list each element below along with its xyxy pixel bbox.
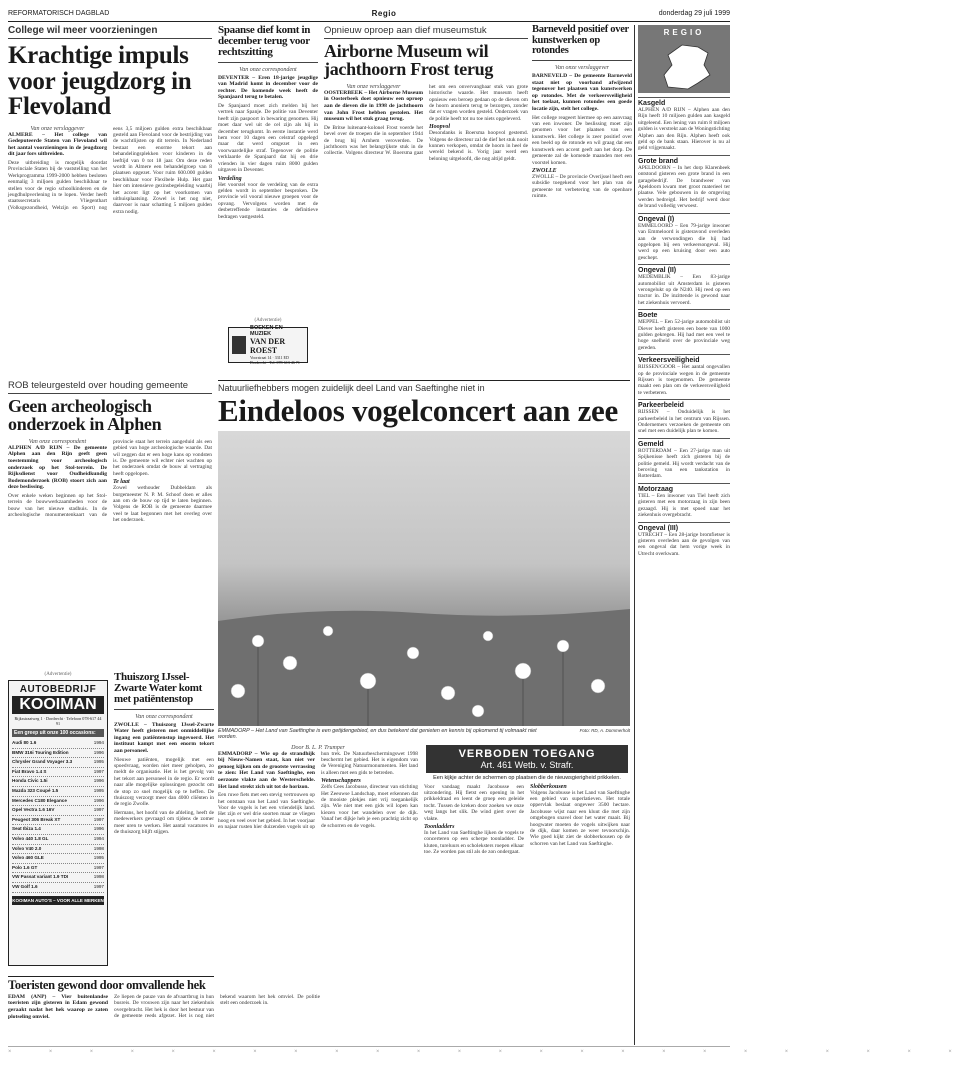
- photo-caption: EMMADORP – Het Land van Saeftinghe is een getijdengebied, en dus betekent dat genieten en kennis bij opkomend tij volmaakt niet worden.: [218, 727, 537, 740]
- article-body-2: Het voorstel voor de verdeling van de extra gelden wordt in september besproken. De provincie wil vooral nieuwe groepen voor de opvang. Vervolgens worden met de desbetreffende instanties de definitieve bedragen vastgesteld.: [218, 181, 318, 220]
- car-row: [12, 739, 104, 749]
- article-body-5: Volgens Jacobusse is het Land van Saeftinghe een gebied van superlatieven. Het totale oppervlak beslaat ongeveer 3500 hectare. Jacobusse wijst naar een kluut die met zijn omgebogen snavel door het water maait. Bij hoogwater moeten de vogels uitwijken naar de dijk, daar komen ze weer tevoorschijn. Wie goed kijkt ziet de slobberkousen op de schorren van het Land van Saeftinghe.: [530, 789, 630, 847]
- article-barneveld: [532, 25, 632, 375]
- car-row: [12, 787, 104, 797]
- car-year: 1997: [93, 816, 104, 822]
- article-headline: Thuiszorg IJssel-Zwarte Water komt met patiëntenstop: [114, 672, 214, 710]
- saeftinghe-photo: [218, 431, 630, 726]
- regio-item: [638, 354, 730, 396]
- regio-item: [638, 522, 730, 558]
- regio-item: [638, 155, 730, 210]
- article-saeftinghe: [218, 380, 630, 1030]
- article-byline: Van onze correspondent: [239, 66, 297, 73]
- article-columns-left: [218, 751, 418, 1019]
- regio-item: [638, 483, 730, 519]
- book-logo-icon: [232, 336, 246, 354]
- article-headline: Toeristen gewond door omvallende hek: [8, 976, 214, 992]
- section-name: Regio: [371, 9, 397, 18]
- article-kicker: College wil meer voorzieningen: [8, 25, 212, 39]
- regio-list: [638, 97, 730, 557]
- car-name: Opel Vectra 1.6 16V: [12, 807, 55, 813]
- article-lead: ALMERE – Het college van Gedeputeerde Staten van Flevoland wil het aantal voorzieningen in de jeugdzorg dit jaar fors uitbreiden.: [8, 131, 107, 158]
- article-subhead: Hoopvol: [429, 124, 450, 131]
- ad-address: Voorstraat 14 · 3311 ED Dordrecht · Tel. 078-613 46 71: [250, 355, 300, 365]
- article-lead: ALPHEN A/D RIJN – De gemeente Alphen aan den Rijn geeft geen toestemming voor archeologisch onderzoek op het Stol-terrein. De Rijksdienst voor Oudheidkundig Bodemonderzoek (ROB) stoort zich aan deze beslissing.: [8, 444, 107, 491]
- regio-sidebar: [638, 25, 730, 1045]
- car-year: 1995: [93, 787, 104, 793]
- regio-item-text: ROTTERDAM – Een 27-jarige man uit Spijkenisse heeft zich gisteren bij de politie gemeld. Hij wordt verdacht van de beroving van een tankstation in Rotterdam.: [638, 447, 730, 480]
- article-body: Nieuwe patiënten, mogelijk met een spoedvraag, worden niet meer geholpen, zo meldt de organisatie. Het is het gevolg van het tekort aan personeel in de regio. Er wordt naar alle mogelijke oplossingen gezocht om de stop zo snel mogelijk op te heffen. De thuiszorg verzorgt meer dan 4000 cliënten in de regio Zwolle.: [114, 756, 214, 808]
- article-subhead: ZWOLLE: [532, 167, 557, 174]
- car-year: 1996: [93, 778, 104, 784]
- car-year: 1995: [93, 855, 104, 861]
- ad-autobedrijf: [8, 672, 108, 972]
- newspaper-name: REFORMATORISCH DAGBLAD: [8, 10, 110, 17]
- ad-title: BOEKEN EN MUZIEK: [250, 325, 283, 337]
- column-rule: [634, 25, 635, 1045]
- sign-line-2: Art. 461 Wetb. v. Strafr.: [480, 759, 574, 770]
- car-name: Chrysler Grand Voyager 3.3: [12, 759, 73, 765]
- regio-item: [638, 97, 730, 152]
- article-headline: Geen archeologisch onderzoek in Alphen: [8, 396, 162, 435]
- article-jeugdzorg: [8, 25, 212, 375]
- regio-item-text: MEDEMBLIK – Een 83-jarige automobilist uit Amsterdam is gisteren verongelukt op de N240. Hij reed op een tractor in. De inzittende is gewond naar het ziekenhuis vervoerd.: [638, 274, 730, 306]
- article-headline: Krachtige impuls voor jeugdzorg in Flevoland: [8, 42, 192, 120]
- article-byline: Van onze verslaggever: [346, 83, 401, 90]
- article-byline: Van onze correspondent: [28, 438, 87, 445]
- car-name: Volvo 440 1.8 GL: [12, 835, 49, 841]
- car-name: Audi 80 1.6: [12, 740, 37, 745]
- photo-caption-row: [218, 728, 630, 740]
- regio-item: [638, 438, 730, 480]
- regio-item-title: Boete: [638, 309, 730, 319]
- car-row: [12, 758, 104, 768]
- article-columns: [8, 993, 320, 1032]
- car-row: [12, 825, 104, 835]
- article-byline: Door B. L. P. Trumper: [291, 744, 345, 751]
- ad-label: (Advertentie): [44, 672, 72, 677]
- regio-item-text: RIJSSEN/GOOR – Het aantal ongevallen op de provinciale wegen in de gemeente Rijssen is toegenomen. De gemeente maakt een plan om de verkeersveiligheid te verbeteren.: [638, 364, 730, 396]
- sign-line-1: VERBODEN TOEGANG: [458, 747, 596, 760]
- article-byline: Van onze correspondent: [135, 713, 193, 720]
- article-body: Een ruwe fiets met een stevig vertrouwen op het ontstaan van het Land van Saeftinghe. Voor de vogels is het een vriendelijk land. Het zijn er wel drie soorten maar ze vliegen hoog en veel over het gebied. In het voorjaar en najaar rusten hier duizenden vogels uit op hun trek. De Natuurbeschermingswet 1998 beschermt het gebied. Het is eigendom van de Vereniging Natuurmonumenten. Het land is alleen met een gids te betreden.: [218, 750, 418, 831]
- article-kicker: ROB teleurgesteld over houding gemeente: [8, 380, 212, 394]
- regio-item-text: RIJSSEN – Onduidelijk is het parkeerbeleid in het centrum van Rijssen. Ondernemers verzoeken de gemeente om snel met een duidelijk plan te komen.: [638, 409, 730, 435]
- regio-item-title: Kasgeld: [638, 97, 730, 107]
- car-name: VW Golf 1.6: [12, 883, 38, 889]
- car-year: 1996: [93, 797, 104, 803]
- car-name: VW Passat variant 1.9 TDI: [12, 874, 69, 880]
- regio-item: [638, 213, 730, 261]
- car-year: 1998: [93, 845, 104, 851]
- regio-item-text: EMMELOORD – Een 79-jarige inwoner van Emmeloord is gisteravond overleden aan de verwondingen die hij had opgelopen bij een verkeersongeval. Hij werd op een kruising door een auto geschept.: [638, 222, 730, 261]
- saeftinghe-columns: [218, 745, 630, 1023]
- article-lead: EMMADORP – Wie op de strandhijk bij Nieuw-Namen staat, kan niet ver genoeg kijken om de grootste verrassing te zien: Het Land van Saeftinghe, een oerzoute vlakte aan de Westerschelde. Het land strekt zich uit tot de horizon.: [218, 750, 315, 790]
- regio-item-text: UTRECHT – Een 28-jarige bromfietser is gisteren overleden aan de gevolgen van een ongeval dat hem vorige week in Utrecht overkwam.: [638, 531, 730, 557]
- car-name: BMW 316i Touring Edition: [12, 749, 69, 755]
- car-year: 1996: [93, 826, 104, 832]
- page-header: [8, 8, 730, 22]
- regio-item-text: APELDOORN – In het dorp Klarenbeek ontstond gisteren een grote brand in een garagebedrijf. De brandweer van Apeldoorn kwam met groot materieel ter plaatse. Vele gebouwen in de omgeving werden bedreigd. Het bedrijf werd door de brand volledig verwoest.: [638, 164, 730, 210]
- article-columns: [324, 84, 528, 380]
- car-name: Mercedes C180 Elegance: [12, 797, 67, 803]
- car-name: Peugeot 306 Break XT: [12, 816, 61, 822]
- verboden-toegang-sign: [426, 745, 628, 773]
- car-row: [12, 854, 104, 864]
- ad-brand-name: KOOIMAN: [12, 696, 104, 714]
- article-body: De Spanjaard moet zich melden bij het vertrek naar Spanje. De politie van Deventer heeft zijn paspoort in bewaring genomen. Hij moet daar wel uit de cel zijn als hij in december terugkomt. In eerste instantie werd hem voor 10 dagen een celstraf opgelegd maar dat werd omgezet in een voorwaardelijke straf. Tegenover de politie verklaarde de Spanjaard dat hij en drie vrienden in vier dagen ruim 8000 gulden uitgaven in Deventer.: [218, 103, 318, 174]
- article-body-2: Hermans, het hoofd van de afdeling, heeft de medewerkers gevraagd om tijdens de zomer meer uren te werken. Het aantal vacatures in de thuiszorg blijft stijgen.: [114, 809, 214, 836]
- car-year: 1997: [93, 768, 104, 774]
- article-subhead: Verdeling: [218, 175, 242, 182]
- article-byline: Van onze verslaggever: [555, 65, 609, 72]
- car-row: [12, 749, 104, 759]
- article-body-4: In het Land van Saeftinghe lijken de vogels te concerteren op een scherpe toonladder. De kluten, tureluurs en scholeksters roepen elkaar toe. Ze worden pas stil als de zon ondergaat.: [424, 830, 524, 856]
- regio-item-text: TIEL – Een inwoner van Tiel heeft zich gisteren met een motorzaag in zijn been gezaagd. Hij is met spoed naar het ziekenhuis overgebracht.: [638, 492, 730, 519]
- car-row: [12, 797, 104, 807]
- car-year: 1994: [93, 740, 104, 745]
- car-row: [12, 768, 104, 778]
- page-footer-marks: × × × × × × × × × × × × × × × × × × × × × × × ×: [8, 1046, 730, 1060]
- issue-date: donderdag 29 juli 1999: [658, 10, 730, 17]
- car-year: 1998: [93, 874, 104, 880]
- ad-footer: KOOIMAN AUTO'S – VOOR ALLE MERKEN: [12, 897, 104, 903]
- car-name: Polo 1.6 GT: [12, 864, 38, 870]
- article-body: De Britse luitenant-kolonel Frost voerde het bevel over de troepen die in september 1944 de brug bij Arnhem veroverden. De jachthoorn was het belangrijkste stuk in de collectie. Volgens directeur W. Boersma gaat het om een onvervangbaar stuk van grote historische waarde. Het museum heeft opnieuw een beroep gedaan op de dieven om de hoorn anoniem terug te bezorgen, zonder dat er vragen worden gesteld. Onderzoek van de politie heeft tot nu toe niets opgeleverd.: [324, 83, 528, 157]
- article-kicker: Natuurliefhebbers mogen zuidelijk deel Land van Saeftinghe niet in: [218, 380, 630, 393]
- article-headline: Spaanse dief komt in december terug voor rechtszitting: [218, 25, 318, 63]
- ad-boeken: [218, 318, 318, 372]
- article-body-2: Zowel wethouder Dubbeldam als burgemeester N. P. M. Schoof doen er alles aan om de bouw op tijd te laten beginnen. Volgens de ROB is de gemeente daarmee veel te laat begonnen met het overleg over het onderzoek.: [113, 485, 212, 524]
- article-body: Deze uitbreiding is mogelijk doordat Provinciale Staten bij de vaststelling van het Werkprogramma 1999-2000 hebben besloten eenmalig 3 miljoen gulden beschikbaar te stellen voor de regio schoolkinderen en de jeugdhulpverlening in te lopen. Verder heeft staatssecretaris Vliegenthart (Volksgezondheid, Welzijn en Sport) nog eens 3,5 miljoen gulden extra beschikbaar gesteld aan Flevoland voor de bestrijding van de wachtlijsten op dit terrein. In Nederland bestaat een enorme tekort aan behandelingsplekken voor kinderen in de leeftijd van 0 tot 18 jaar. Om deze reden wordt in Almere een behandelgroep van 8 plaatsen opgezet. Voor ruim 600.000 gulden beschikbaar voor Flexibele Hulp. Het gaat hier om intensieve gezinsbegeleiding waarbij het accent ligt op het voorkomen van uithuisplaatsing. Zowel is het nog niet, daarvoor is naar schatting 5 miljoen gulden extra nodig.: [8, 125, 212, 215]
- sign-caption: Een kijkje achter de schermen op plaatsen die de nieuwsgierigheid prikkelen.: [433, 774, 621, 781]
- ad-name: VAN DER ROEST: [250, 337, 286, 355]
- regio-item: [638, 264, 730, 306]
- regio-item-text: ALPHEN A/D RIJN – Alphen aan den Rijn heeft 10 miljoen gulden aan kasgeld uitgeleend. Een lening van ruim 8 miljoen gulden is verstrekt aan de Woningstichting Alphen aan den Rijn. Alphen heeft ook geld op de bank staan. Hierover is nu al geld vrijgemaakt.: [638, 107, 730, 152]
- car-row: [12, 816, 104, 826]
- article-body-3: Voor vandaag maakt Jacobusse een uitzondering. Hij fietst een opening in het prikkeldraad en leent de groep een geleide tocht. Tussen de kreken door zoeken we onze weg langs het slik. De wind giert over de vlakte.: [424, 783, 524, 822]
- regio-item-title: Grote brand: [638, 155, 730, 165]
- regio-logo: REGIO: [663, 28, 705, 37]
- regio-item-text: MEPPEL – Een 52-jarige automobilist uit Diever heeft gisteren een boete van 1000 gulden gekregen. Hij had met een veel te hoge snelheid over de provinciale weg gereden.: [638, 319, 730, 351]
- regio-item-title: Ongeval (I): [638, 213, 730, 223]
- article-lead: DEVENTER – Eren 18-jarige jeugdige van Madrid komt in december voor de rechter. De komende week heeft de Spanjaard terug te betalen.: [218, 74, 318, 101]
- car-row: [12, 835, 104, 845]
- article-byline: Van onze verslaggever: [30, 125, 85, 132]
- ad-box: [8, 680, 108, 966]
- car-year: 1997: [93, 864, 104, 870]
- article-lead: OOSTERBEEK – Het Airborne Museum in Oosterbeek doet opnieuw een oproep aan de dieven die in 1998 de jachthoorn van John Frost hebben gestolen. Het museum wil het stuk graag terug.: [324, 89, 423, 123]
- article-airborne: [324, 25, 528, 375]
- regio-logo-box: [638, 25, 730, 93]
- article-subhead: Wetenschappers: [321, 778, 361, 785]
- car-name: Volvo 460 GLE: [12, 855, 44, 861]
- ad-box: [228, 327, 308, 363]
- car-year: 1995: [93, 759, 104, 765]
- car-row: [12, 806, 104, 816]
- car-year: 1997: [93, 807, 104, 813]
- article-subhead-2: Toonladders: [424, 824, 455, 831]
- ad-brand-top: AUTOBEDRIJF: [19, 684, 97, 695]
- regio-item-title: Ongeval (III): [638, 522, 730, 532]
- article-toeristen: [8, 976, 320, 1036]
- car-row: [12, 777, 104, 787]
- article-columns: [8, 126, 212, 354]
- article-columns: [8, 439, 212, 671]
- article-archeologie: [8, 380, 212, 670]
- car-row: [12, 864, 104, 874]
- regio-item: [638, 399, 730, 435]
- article-headline: Airborne Museum wil jachthoorn Frost terug: [324, 41, 494, 80]
- regio-item: [638, 309, 730, 351]
- article-lead: BARNEVELD – De gemeente Barneveld staat niet op voorhand afwijzend tegenover het plaatsen van kunstwerken op rotondes. Met de verkeersveiligheid het toelaat, kunnen rotondes een goede locatie zijn, stelt het college.: [532, 73, 632, 113]
- article-kicker: Opnieuw oproep aan dief museumstuk: [324, 25, 528, 39]
- car-name: Mazda 323 Coupé 1.5: [12, 787, 59, 793]
- car-list: [12, 739, 104, 893]
- article-subhead: Te laat: [113, 479, 130, 486]
- ad-label: (Advertentie): [254, 318, 282, 323]
- article-body-2: Zelfs Cees Jacobusse, directeur van stichting Het Zeeuwse Landschap, moet erkennen dat de mooiste plekjes niet vrij toegankelijk zijn. Wie niet met een gids wil lopen kan kiezen voor het wandelen over de dijk. Vanaf het dijkje heb je een prachtig zicht op de schorren en de vogels.: [321, 784, 418, 829]
- car-name: Fiat Bravo 1.4 S: [12, 768, 47, 774]
- article-headline: Barneveld positief over kunstwerken op rotondes: [532, 25, 632, 61]
- car-year: 1996: [93, 749, 104, 755]
- netherlands-map-icon: [638, 39, 730, 93]
- car-name: Seat Ibiza 1.4: [12, 826, 41, 832]
- article-body-2: Desondanks is Boersma hoopvol gestemd. Volgens de directeur zal de dief het stuk nooit kunnen verkopen, omdat de hoorn in heel de wereld bekend is. Vorig jaar werd een beloning uitgeloofd, die nog altijd geldt.: [429, 130, 528, 162]
- car-row: [12, 883, 104, 893]
- car-row: [12, 873, 104, 883]
- ad-address: Rijksstraatweg 1 · Dordrecht · Telefoon 078-617 44 91: [14, 716, 102, 726]
- article-body: Over enkele weken beginnen op het Stol-terrein de bouwwerkzaamheden voor de bouw van het nieuwe stadhuis. In de archeologische monumentenkaart van de provincie staat het terrein aangeduid als een gebied van hoge archeologische waarde. Dat wil zeggen dat er een hoge kans op vondsten is. De gemeente wil echter niet wachten op het onderzoek omdat de bouw al vertraging heeft opgelopen.: [8, 438, 212, 519]
- article-body: Het college reageert hiermee op een aanvraag van een inwoner. De beslissing moet zijn genomen voor het plaatsen van een kunstwerk. Het college is zeer positief over een beeld op de rotonde en wil graag dat een kunstwerk een accent geeft aan het dorp. De gemeente zal de komende maanden met een voorstel komen.: [532, 114, 632, 166]
- photo-credit: Foto: RD, A. Dommerholt: [579, 727, 630, 733]
- article-headline: Eindeloos vogelconcert aan zee: [218, 393, 618, 428]
- article-thuiszorg: [114, 672, 214, 972]
- car-name: Honda Civic 1.5i: [12, 778, 48, 784]
- car-name: Volvo V40 2.0: [12, 845, 42, 851]
- regio-item-title: Verkeersveiligheid: [638, 354, 730, 364]
- article-body-2: ZWOLLE – De provincie Overijssel heeft een subsidie toegekend voor het plan van de gemeente tot verbetering van de openbare ruimte.: [532, 173, 632, 200]
- regio-item-title: Parkeerbeleid: [638, 399, 730, 409]
- car-row: [12, 845, 104, 855]
- car-year: 1997: [93, 883, 104, 889]
- car-year: 1994: [93, 835, 104, 841]
- article-body: Ze liepen de pauze van de afvaartbrug in hun busreis. De vrouwen zijn naar het ziekenhuis overgebracht. Het hek is door het bestuur van de gemeente reeds afgezet. Het is nog niet bekend waarom het hek omviel. De politie stelt een onderzoek in.: [114, 993, 320, 1019]
- article-columns-right: [424, 784, 630, 1009]
- regio-item-title: Ongeval (II): [638, 264, 730, 274]
- article-lead: ZWOLLE – Thuiszorg IJssel-Zwarte Water heeft gisteren met onmiddellijke ingang een patiëntenstop ingevoerd. Het instituut kampt met een enorm tekort aan personeel.: [114, 721, 214, 755]
- regio-item-title: Gemeld: [638, 438, 730, 448]
- article-lead: EDAM (ANP) – Vier buitenlandse toeristen zijn gisteren in Edam gewond geraakt nadat het hek waarop ze zaten plotseling omviel.: [8, 993, 108, 1020]
- regio-item-title: Motorzaag: [638, 483, 730, 493]
- ad-section: Een greep uit onze 100 occasions:: [12, 729, 104, 737]
- article-subhead-3: Slobberkousen: [530, 783, 567, 790]
- flowers-field-image: [218, 431, 630, 726]
